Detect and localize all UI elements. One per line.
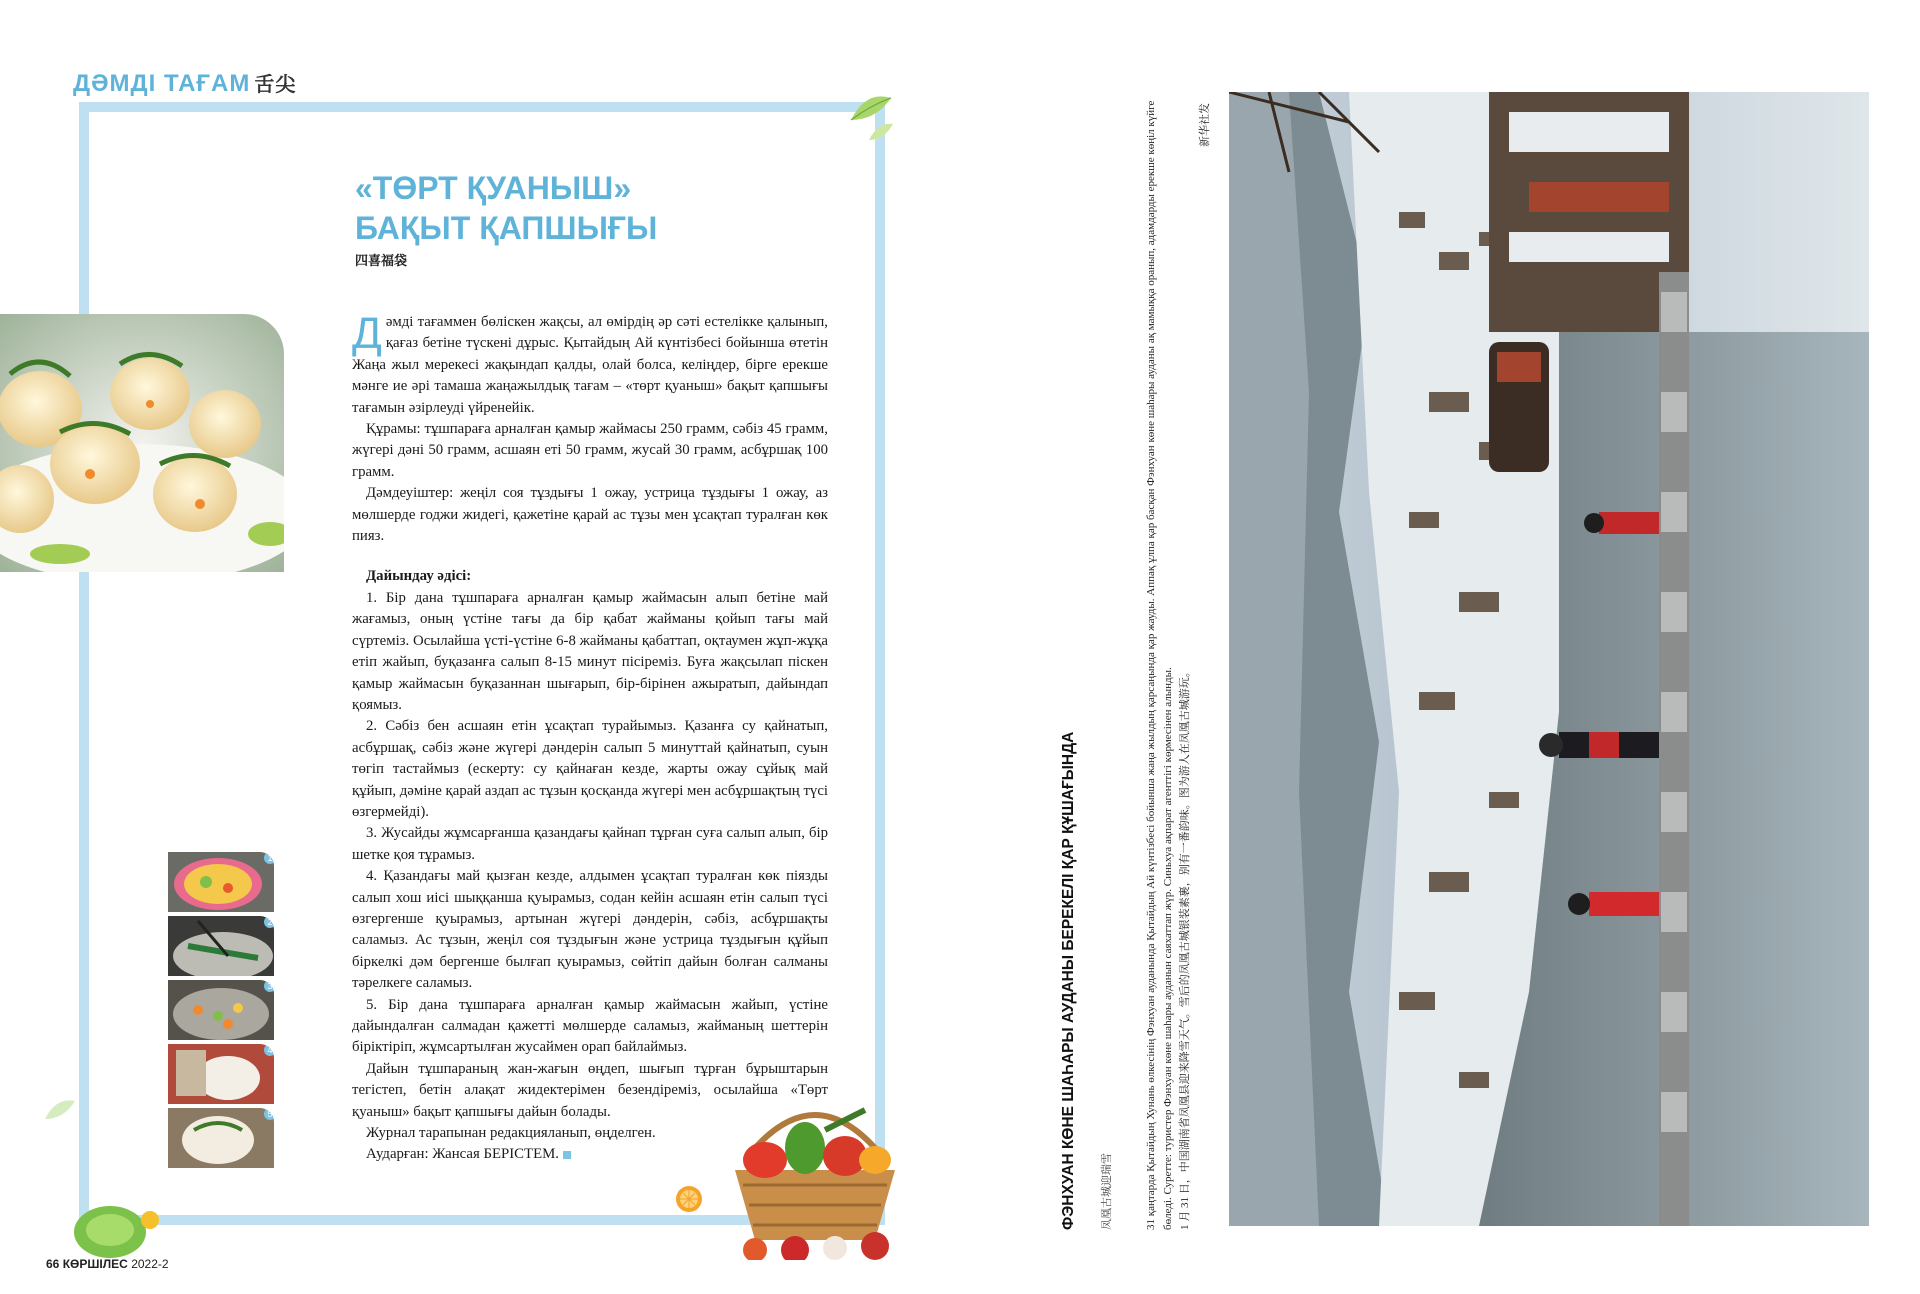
photo-caption: [1143, 90, 1194, 1230]
step-number-3: 3: [264, 980, 274, 992]
issue-number: 2022-2: [131, 1257, 169, 1271]
step-number-1: 1: [264, 852, 274, 864]
translator-text: Аударған: Жансая БЕРІСТЕМ.: [366, 1146, 559, 1163]
fenghuang-snow-photo: [1229, 92, 1869, 1226]
step-paragraph-1: 1. Бір дана тұшпараға арналған қамыр жаймасын алып бетіне май жағамыз, оның үстіне тағы да бір қабат жайманы қойып тағы май сүртеміз. Осылайша үсті-үстіне 6-8 жайманы қабаттап, оқтаумен жұп-жұқа етіп жайып, буқазанға салып 8-15 минут пісіреміз. Буға жақсылап піскен қамыр жаймасын буқазаннан шығарып, бір-бірінен ажыратып, дайындап қоямыз.: [352, 589, 828, 713]
vegetable-basket-illustration: [715, 1090, 915, 1260]
leaf-decoration-icon: [42, 1095, 78, 1123]
step-paragraph-4: 4. Қазандағы май қызған кезде, алдымен ұсақтап туралған көк піязды салып хош иісі шыққанша қуырамыз, содан кейін асшаян етін салып түсі өзгергенше қуырамыз, артынан жүгері дәндерін, сәбіз, асбұршақты саламыз. Ас тұзын, жеңіл соя тұздығын және устрица тұздығын құйып біркелкі дәм бергенше былғап қуырамыз, сөйтіп дайын болған салманы тәрелкеге саламыз.: [352, 868, 828, 992]
step-number-4: 4: [264, 1044, 274, 1056]
step-thumbnails: [168, 852, 276, 1172]
article-body: [352, 309, 828, 1166]
page-footer: [46, 1257, 169, 1271]
editorial-note: Журнал тарапынан редакцияланып, өңделген.: [366, 1125, 656, 1142]
leaf-decoration-icon: [866, 120, 896, 144]
seasonings-paragraph: Дәмдеуіштер: жеңіл соя тұздығы 1 ожау, устрица тұздығы 1 ожау, аз мөлшерде годжи жидегі, қажетіне қарай ас тұзы мен ұсақтап туралған көк пияз.: [352, 485, 828, 545]
cabbage-icon: [70, 1200, 160, 1260]
step-thumbnail-5: [168, 1108, 274, 1168]
section-header-kz: ДӘМДІ ТАҒАМ: [73, 70, 251, 97]
ingredients-paragraph: Құрамы: тұшпараға арналған қамыр жаймасы 250 грамм, сәбіз 45 грамм, жүгері дәні 50 грамм, асшаян еті 50 грамм, жусай 30 грамм, асбұршақ 100 грамм.: [352, 421, 828, 480]
closing-paragraph: Дайын тұшпараның жан-жағын өңдеп, шығып тұрған бұрыштарын тегістеп, бетін алақат жидектерімен безендіреміз, осылайша «Төрт қуаныш» бақыт қапшығы дайын болады.: [352, 1060, 828, 1120]
step-number-5: 5: [264, 1108, 274, 1120]
step-thumbnail-1: [168, 852, 274, 912]
photo-credit: 新华社发: [1199, 103, 1211, 147]
magazine-name: КӨРШІЛЕС: [62, 1257, 128, 1271]
page-number: 66: [46, 1257, 60, 1271]
section-header: [73, 68, 296, 98]
section-header-cn: 舌尖: [254, 74, 297, 96]
drop-cap: Д: [352, 309, 382, 358]
step-paragraph-5: 5. Бір дана тұшпараға арналған қамыр жаймасын жайып, үстіне дайындалған салмадан қажетті мөлшерде саламыз, жайманың шеттерін біріктіріп, жұмсартылған жусаймен орап байлаймыз.: [352, 996, 828, 1056]
step-thumbnail-2: [168, 916, 274, 976]
method-heading: Дайындау әдісі:: [366, 568, 472, 585]
intro-paragraph: [352, 309, 828, 419]
title-line-2: БАҚЫТ ҚАПШЫҒЫ: [355, 210, 658, 246]
step-paragraph-2: 2. Сәбіз бен асшаян етін ұсақтап турайымыз. Қазанға су қайнатып, асбұршақ, сәбіз және жүгері дәндерін салып 5 минуттай қайнатып, суын төгіп тастаймыз (ескерту: су қайнаған кезде, жарты ожау сұйық май құйып, дәміне қарай аздап ас тұзын қосқанда жүгері мен асбұршақтың түсі өзгермейді).: [352, 718, 828, 820]
step-thumbnail-4: [168, 1044, 274, 1104]
article-subtitle-cn: 四喜福袋: [355, 253, 408, 268]
photo-title: ФЭНХУАН КӨНЕ ШАҺАРЫ АУДАНЫ БЕРЕКЕЛІ ҚАР ҚҰШАҒЫНДА: [1060, 731, 1077, 1230]
photo-subtitle-cn: 凤凰古城迎瑞雪: [1101, 1153, 1113, 1230]
title-line-1: «ТӨРТ ҚУАНЫШ»: [355, 170, 632, 206]
step-number-2: 2: [264, 916, 274, 928]
orange-slice-icon: [673, 1183, 705, 1215]
caption-cn: 1 月 31 日，中国湖南省凤凰县迎来降雪天气。雪后的凤凰古城银装素裹，别有一番韵味。图为游人在凤凰古城游玩。: [1179, 666, 1191, 1230]
article-title: [355, 168, 657, 248]
step-thumbnail-3: [168, 980, 274, 1040]
step-paragraph-3: 3. Жусайды жұмсарғанша қазандағы қайнап тұрған суға салып алып, бір шетке қоя тұрамыз.: [352, 825, 828, 863]
end-mark-icon: [563, 1151, 571, 1159]
dumplings-photo: [0, 314, 284, 572]
intro-text: әмді тағаммен бөліскен жақсы, ал өмірдің әр сәті естелікке қалынып, қағаз бетіне түскені дұрыс. Қытайдың Ай күнтізбесі бойынша өтетін Жаңа жыл мерекесі жақындап қалды, олай болса, келіңдер, бірге ерекше мәнге ие әрі тамаша жаңажылдық тағам – «төрт қуаныш» бақыт қапшығы тағамын әзірлеуді үйренейік.: [352, 314, 828, 416]
caption-kz: 31 қаңтарда Қытайдың Хунань өлкесінің Фэнхуан ауданында Қытайдың Ай күнтізбесі бойынша жаңа жылдың қарсаңында қар жауды. Аппақ ұлпа қар басқан Фэнхуан көне шаһары ауданы ақ мамыққа оранып, адамдарды ерекше көңіл күйге бөледі. Суретте: туристер Фэнхуан көне шаһары ауданын саяхаттап жүр. Синьхуа ақпарат агенттігі көрмесінен алынды.: [1145, 100, 1174, 1230]
